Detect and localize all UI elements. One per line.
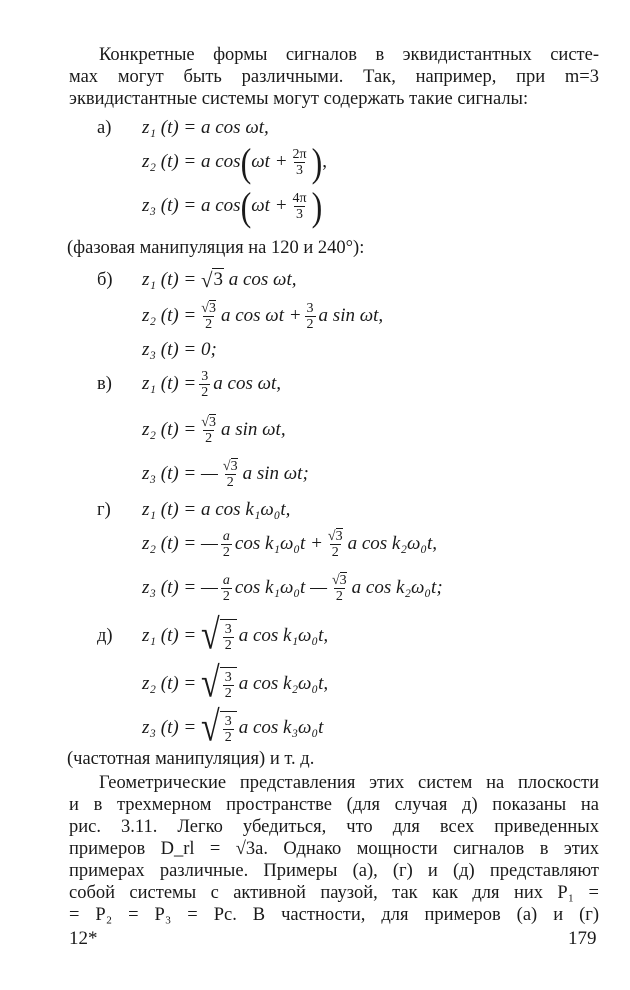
closing-line: Геометрические представления этих систем на плоскости bbox=[99, 773, 599, 793]
closing-line: = P₂ = P₃ = Pc. В частности, для примеров (а) и (г) bbox=[69, 905, 599, 925]
intro-paragraph bbox=[69, 44, 599, 110]
equation-v3: z₃ (t) = — $\frac{√3}{2}$ a sin ωt; bbox=[142, 458, 309, 490]
equation-g3: z₃ (t) = — $\frac{a}{2}$ cos k₁ω₀t — $\frac{√3}{2}$ a cos k₂ω₀t; bbox=[142, 572, 443, 604]
case-label-a: а) bbox=[97, 118, 112, 138]
equation-b3: z₃ (t) = 0; bbox=[142, 339, 217, 360]
equation-a2: z₂ (t) = a cos ( ωt + $\frac{2\pi}{3}$ ) , bbox=[142, 139, 327, 185]
equation-g1: z₁ (t) = a cos k₁ω₀t, bbox=[142, 499, 291, 520]
case-label-d: д) bbox=[97, 626, 113, 646]
intro-line: мах могут быть различными. Так, например, при m=3 bbox=[69, 67, 599, 87]
case-label-b: б) bbox=[97, 270, 113, 290]
closing-line: и в трехмерном пространстве (для случая д) показаны на bbox=[69, 795, 599, 815]
phase-note: (фазовая манипуляция на 120 и 240°): bbox=[67, 238, 365, 258]
equation-a3: z₃ (t) = a cos ( ωt + $\frac{4\pi}{3}$ ) bbox=[142, 183, 323, 229]
case-label-v: в) bbox=[97, 374, 112, 394]
equation-d2: z₂ (t) = √ $\frac{3}{2}$ a cos k₂ω₀t, bbox=[142, 660, 329, 707]
signature-mark: 12* bbox=[69, 928, 98, 949]
closing-paragraph bbox=[69, 772, 599, 926]
equation-v2: z₂ (t) = $\frac{√3}{2}$ a sin ωt, bbox=[142, 414, 286, 446]
equation-a1: z₁ (t) = a cos ωt, bbox=[142, 117, 269, 138]
closing-line: собой системы с активной паузой, так как для них P₁ = bbox=[69, 883, 599, 903]
equation-v1: z₁ (t) = $\frac{3}{2}$ a cos ωt, bbox=[142, 368, 282, 400]
closing-line: примерах различные. Примеры (а), (г) и (д) представляют bbox=[69, 861, 599, 881]
equation-b1: z₁ (t) = √ 3 a cos ωt, bbox=[142, 267, 297, 292]
equation-d1: z₁ (t) = √ $\frac{3}{2}$ a cos k₁ω₀t, bbox=[142, 612, 329, 659]
closing-line: примеров D_rl = √3a. Однако мощности сигналов в этих bbox=[69, 839, 599, 859]
page-number: 179 bbox=[568, 928, 597, 949]
case-label-g: г) bbox=[97, 500, 111, 520]
closing-line: рис. 3.11. Легко убедиться, что для всех приведенных bbox=[69, 817, 599, 837]
intro-line: Конкретные формы сигналов в эквидистантных систе- bbox=[99, 45, 599, 65]
equation-g2: z₂ (t) = — $\frac{a}{2}$ cos k₁ω₀t + $\frac{√3}{2}$ a cos k₂ω₀t, bbox=[142, 528, 438, 560]
freq-note: (частотная манипуляция) и т. д. bbox=[67, 749, 315, 769]
equation-b2: z₂ (t) = $\frac{√3}{2}$ a cos ωt + $\frac{3}{2}$ a sin ωt, bbox=[142, 300, 384, 332]
intro-line: эквидистантные системы могут содержать такие сигналы: bbox=[69, 89, 529, 109]
equation-d3: z₃ (t) = √ $\frac{3}{2}$ a cos k₃ω₀t bbox=[142, 704, 324, 751]
